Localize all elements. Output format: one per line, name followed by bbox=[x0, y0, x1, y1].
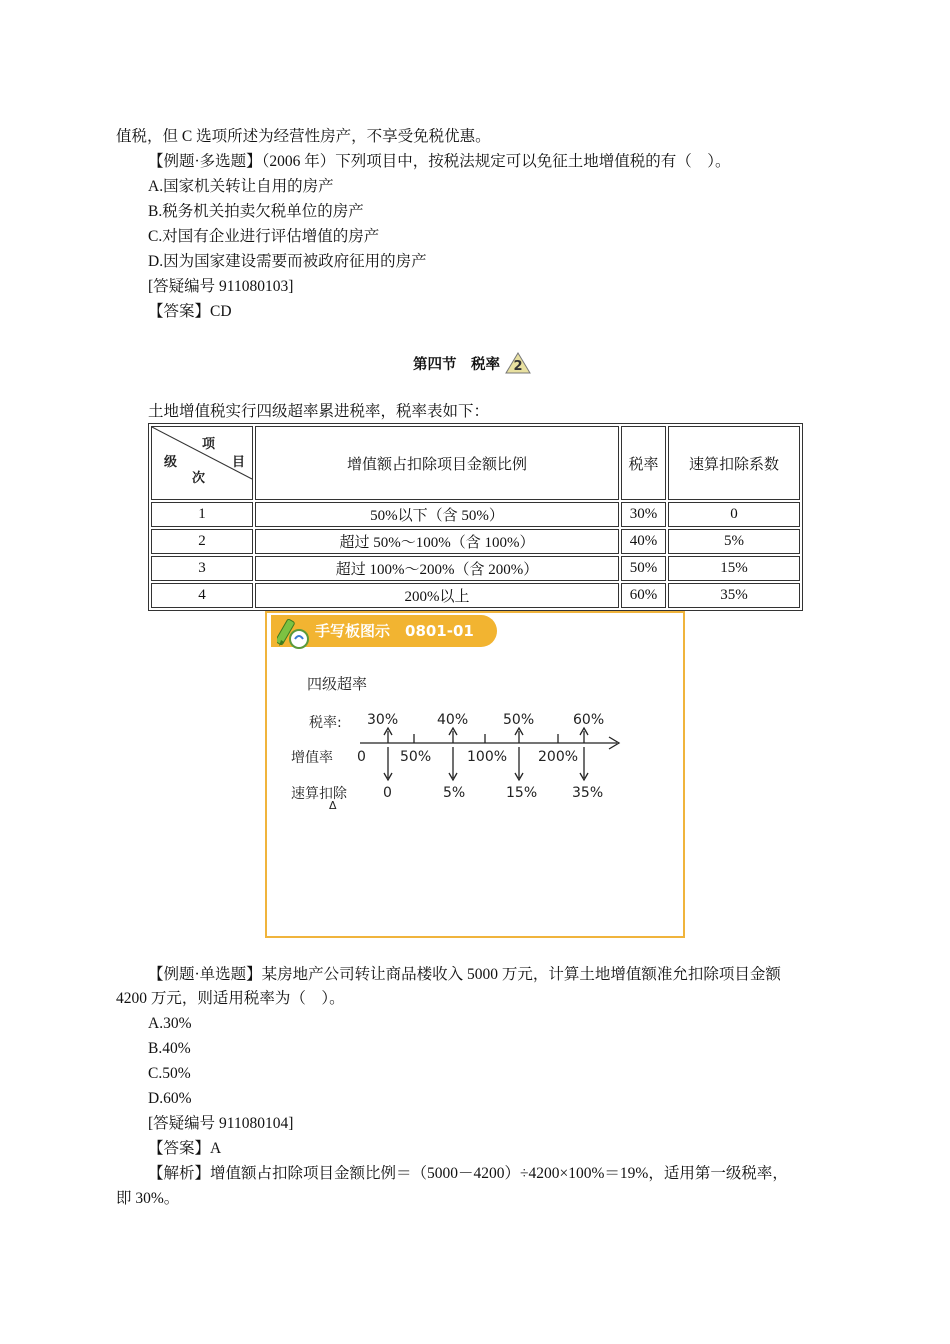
paragraph-continuation: 值税，但 C 选项所述为经营性房产，不享受免税优惠。 bbox=[116, 128, 491, 145]
deduction-mark: Δ bbox=[329, 799, 337, 812]
explanation-continuation: 即 30%。 bbox=[116, 1190, 180, 1207]
rate-cell: 60% bbox=[621, 583, 666, 608]
explanation: 【解析】增值额占扣除项目金额比例＝（5000－4200）÷4200×100%＝19%，适用第一级税率， bbox=[148, 1165, 788, 1182]
badge-number: 2 bbox=[513, 359, 523, 374]
ratio-cell: 50%以下（含 50%） bbox=[255, 502, 619, 527]
deduction-cell: 15% bbox=[668, 556, 800, 581]
board-title: 手写板图示 0801-01 bbox=[315, 622, 474, 640]
deduction-label: 0 bbox=[383, 785, 392, 801]
rate-cell: 40% bbox=[621, 529, 666, 554]
ratio-cell: 超过 50%～100%（含 100%） bbox=[255, 529, 619, 554]
breakpoint-label: 100% bbox=[467, 749, 508, 765]
level-cell: 1 bbox=[151, 502, 253, 527]
example-multi-choice-question: 【例题·多选题】（2006 年）下列项目中，按税法规定可以免征土地增值税的有（ ）。 bbox=[148, 153, 731, 170]
table-row bbox=[151, 583, 800, 608]
ratio-cell: 超过 100%～200%（含 200%） bbox=[255, 556, 619, 581]
board-heading: 四级超率 bbox=[307, 675, 368, 693]
option-d: D.60% bbox=[148, 1090, 192, 1107]
question-id: [答疑编号 911080104] bbox=[148, 1115, 294, 1132]
deduction-cell: 5% bbox=[668, 529, 800, 554]
section-title bbox=[413, 352, 531, 375]
header-ratio: 增值额占扣除项目金额比例 bbox=[255, 426, 619, 500]
breakpoint-label: 200% bbox=[538, 749, 579, 765]
level-cell: 3 bbox=[151, 556, 253, 581]
header-rate: 税率 bbox=[621, 426, 666, 500]
header-deduction: 速算扣除系数 bbox=[668, 426, 800, 500]
answer: 【答案】CD bbox=[148, 303, 232, 320]
answer: 【答案】A bbox=[148, 1140, 222, 1157]
breakpoint-label: 0 bbox=[357, 749, 366, 765]
question-continuation: 4200 万元，则适用税率为（ ）。 bbox=[116, 990, 345, 1007]
option-b: B.税务机关拍卖欠税单位的房产 bbox=[148, 203, 364, 220]
value-row-label: 增值率 bbox=[291, 750, 333, 766]
table-row bbox=[151, 556, 800, 581]
option-b: B.40% bbox=[148, 1040, 191, 1057]
breakpoint-label: 50% bbox=[400, 749, 432, 765]
corner-bottom-label: 次 bbox=[192, 471, 206, 486]
rate-label: 50% bbox=[503, 712, 535, 728]
corner-left-label: 级 bbox=[164, 455, 178, 470]
option-c: C.50% bbox=[148, 1065, 191, 1082]
deduction-row-label: 速算扣除 bbox=[291, 786, 347, 802]
deduction-cell: 0 bbox=[668, 502, 800, 527]
deduction-label: 15% bbox=[506, 785, 538, 801]
deduction-label: 5% bbox=[443, 785, 466, 801]
rate-cell: 30% bbox=[621, 502, 666, 527]
table-intro: 土地增值税实行四级超率累进税率，税率表如下： bbox=[148, 403, 490, 420]
rate-diagram bbox=[267, 613, 683, 936]
table-row bbox=[151, 502, 800, 527]
ratio-cell: 200%以上 bbox=[255, 583, 619, 608]
deduction-cell: 35% bbox=[668, 583, 800, 608]
level-cell: 2 bbox=[151, 529, 253, 554]
difficulty-badge-icon bbox=[505, 352, 531, 374]
question-id: [答疑编号 911080103] bbox=[148, 278, 294, 295]
option-a: A.国家机关转让自用的房产 bbox=[148, 178, 334, 195]
option-d: D.因为国家建设需要而被政府征用的房产 bbox=[148, 253, 427, 270]
rate-label: 60% bbox=[573, 712, 605, 728]
tax-rate-table bbox=[148, 423, 803, 611]
rate-row-label: 税率: bbox=[309, 715, 342, 731]
level-cell: 4 bbox=[151, 583, 253, 608]
deduction-label: 35% bbox=[572, 785, 604, 801]
rate-cell: 50% bbox=[621, 556, 666, 581]
corner-right-label: 目 bbox=[232, 455, 246, 470]
table-header-row bbox=[151, 426, 800, 500]
section-title-text: 第四节 税率 bbox=[413, 357, 500, 373]
rate-label: 40% bbox=[437, 712, 469, 728]
diagonal-header-cell bbox=[151, 426, 253, 500]
table-row bbox=[151, 529, 800, 554]
rate-label: 30% bbox=[367, 712, 399, 728]
corner-top-label: 项 bbox=[202, 437, 216, 452]
example-single-choice-question: 【例题·单选题】某房地产公司转让商品楼收入 5000 万元，计算土地增值额准允扣除项目金额 bbox=[148, 966, 781, 983]
option-a: A.30% bbox=[148, 1015, 192, 1032]
option-c: C.对国有企业进行评估增值的房产 bbox=[148, 228, 380, 245]
handwriting-board bbox=[265, 611, 685, 938]
